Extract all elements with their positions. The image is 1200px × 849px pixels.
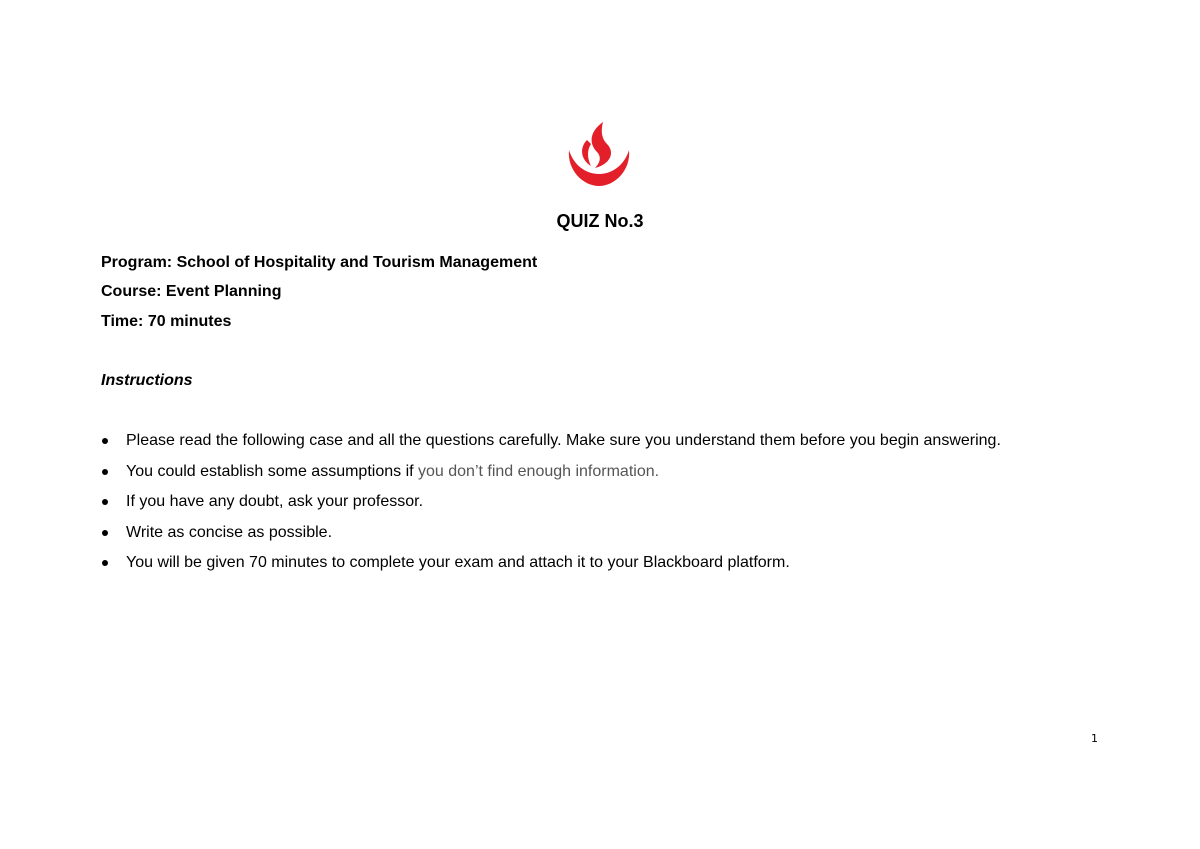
course-line: Course: Event Planning	[101, 283, 282, 300]
bullet-icon	[102, 469, 108, 475]
list-item	[101, 553, 1121, 573]
list-item	[101, 523, 1121, 543]
list-item-text: You could establish some assumptions if	[126, 462, 419, 480]
bullet-icon	[102, 499, 108, 505]
list-item-text: Write as concise as possible.	[126, 523, 333, 541]
instructions-heading: Instructions	[101, 372, 193, 389]
list-item-text: You will be given 70 minutes to complete your exam and attach it to your Blackboard platform.	[126, 554, 790, 571]
list-item-text: If you have any doubt, ask your professor.	[126, 493, 424, 510]
quiz-title: QUIZ No.3	[556, 211, 644, 231]
instructions-list	[101, 431, 1121, 584]
list-item-text: Please read the following case and all the questions carefully. Make sure you understand them before you begin answering.	[126, 432, 1001, 449]
bullet-icon	[102, 560, 108, 566]
list-item	[101, 492, 1121, 512]
list-item	[101, 431, 1121, 451]
time-line: Time: 70 minutes	[101, 313, 232, 330]
upc-flame-logo-icon	[563, 118, 635, 190]
list-item-text-muted: you don’t find enough information.	[418, 462, 660, 480]
list-item	[101, 462, 1121, 482]
program-line: Program: School of Hospitality and Tourism Management	[101, 254, 538, 271]
bullet-icon	[102, 438, 108, 444]
bullet-icon	[102, 530, 108, 536]
page-number: 1	[1091, 732, 1098, 745]
